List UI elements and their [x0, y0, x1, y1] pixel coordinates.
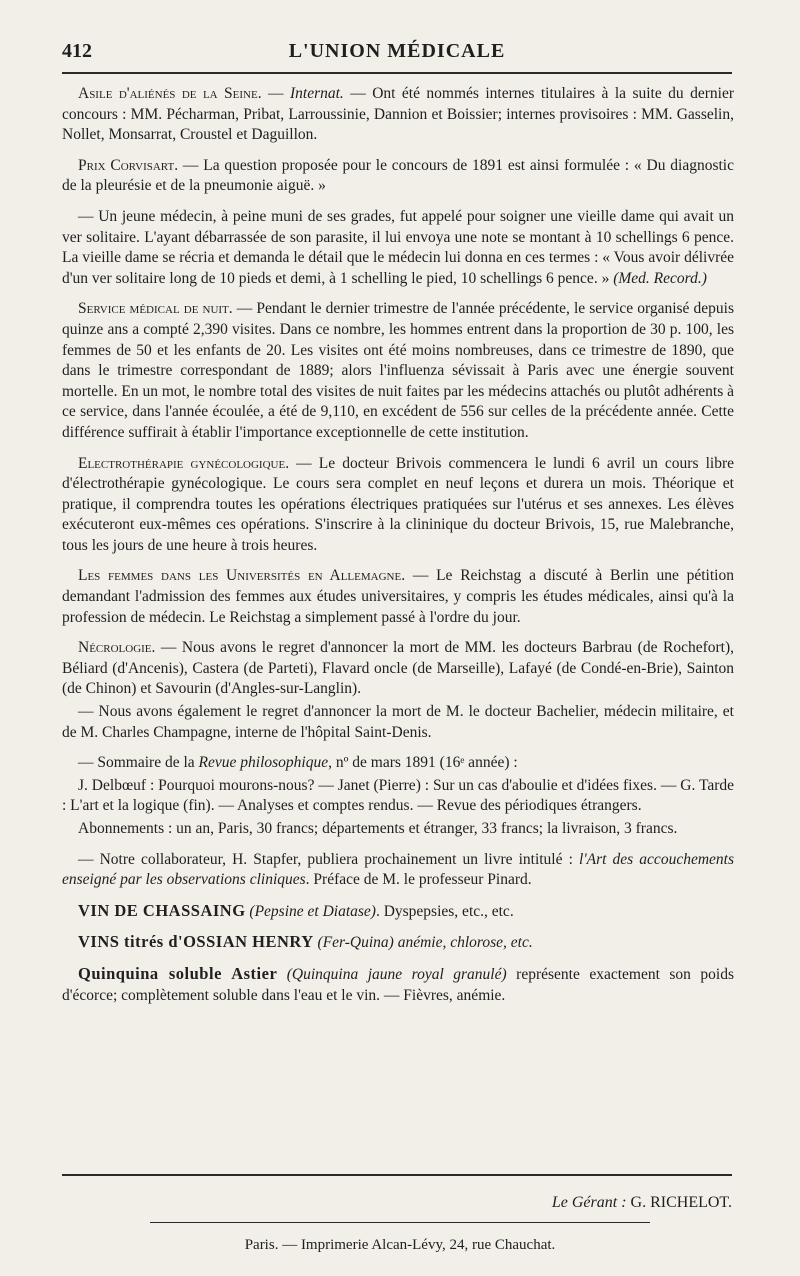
paragraph-necrologie: Nécrologie. — Nous avons le regret d'annoncer la mort de MM. les docteurs Barbrau (de Rochefort), Béliard (d'Ancenis), Castera (de Parteti), Flavard oncle (de Marseille), Lafayé (de Condé-en-Brie), Sainton (de Chinon) et Savourin (d'Angles-sur-Langlin). [62, 639, 734, 698]
paragraph-asile: Asile d'aliénés de la Seine. — Internat. — Ont été nommés internes titulaires à la suite du dernier concours : MM. Pécharman, Pribat, Larroussinie, Dannion et Boissier; internes provisoires : MM. Gasselin, Nollet, Monsarrat, Croustel et Daguillon. [62, 85, 735, 144]
ad-ossian-henry: VINS titrés d'OSSIAN HENRY (Fer-Quina) anémie, chlorose, etc. [78, 932, 533, 952]
book-title: l'Art des accouchements enseigné par les observations cliniques [62, 850, 734, 889]
section-lead: Asile d'aliénés de la Seine. [78, 85, 262, 102]
source-citation: (Med. Record.) [613, 269, 707, 287]
imprint-rule [150, 1222, 650, 1223]
paragraph-necrologie-2: — Nous avons également le regret d'annoncer la mort de M. le docteur Bachelier, médecin militaire, et de M. Charles Champagne, interne de l'hôpital Saint-Denis. [62, 703, 734, 741]
paragraph-femmes-universites: Les femmes dans les Universités en Allemagne. — Le Reichstag a discuté à Berlin une pétition demandant l'admission des femmes aux études universitaires, y compris les études médicales, ainsi qu'à la profession de médecin. Le Reichstag a simplement passé à l'ordre du jour. [62, 567, 734, 626]
section-lead: Nécrologie. [78, 639, 156, 657]
revue-subscriptions: Abonnements : un an, Paris, 30 francs; départements et étranger, 33 francs; la livraison, 3 francs. [78, 820, 678, 837]
ad-astier: Quinquina soluble Astier (Quinquina jaune royal granulé) représente exactement son poids d'écorce; complètement soluble dans l'eau et le vin. — Fièvres, anémie. [62, 963, 734, 1004]
ad-chassaing: VIN DE CHASSAING (Pepsine et Diatase). Dyspepsies, etc., etc. [78, 900, 514, 920]
revue-contents: J. Delbœuf : Pourquoi mourons-nous? — Janet (Pierre) : Sur un cas d'aboulie et d'idées fixes. — G. Tarde : L'art et la logique (fin). — Analyses et comptes rendus. — Revue des périodiques étrangers. [62, 776, 734, 815]
paragraph-prix-corvisart: Prix Corvisart. — La question proposée pour le concours de 1891 est ainsi formulée : « Du diagnostic de la pleurésie et de la pneumonie aiguë. » [62, 156, 734, 195]
gerant-signature: Le Gérant : G. RICHELOT. [551, 1194, 732, 1211]
footer-rule [62, 1174, 732, 1176]
section-lead: Electrothérapie gynécologique. [78, 454, 290, 472]
ad-brand: Quinquina soluble Astier [78, 963, 278, 983]
paragraph-service-nuit: Service médical de nuit. — Pendant le dernier trimestre de l'année précédente, le service organisé depuis quinze ans a compté 2,390 visites. Dans ce nombre, les hommes entrent dans la proportion de 30 p. 100, les femmes de 50 et les enfants de 20. Les visites ont été moins nombreuses, dans ce trimestre de 1890, que dans le trimestre correspondant de 1889; alors l'influenza sévissait à Paris avec une énergie souvent mortelle. En un mot, le nombre total des visites de nuit faites par les médecins attachés ou plutôt adhérents à ce service, dans l'année écoulée, a été de 9,110, en excédent de 556 sur celles de la précédente année. Cette différence suffirait à établir l'importance exceptionnelle de cette institution. [62, 300, 735, 441]
ad-brand: VINS titrés d'OSSIAN HENRY [78, 932, 314, 952]
advertisements [62, 901, 734, 1006]
article-body [62, 84, 734, 1016]
page-number: 412 [62, 40, 92, 62]
paragraph-stapfer: — Notre collaborateur, H. Stapfer, publiera prochainement un livre intitulé : l'Art des accouchements enseigné par les observations cliniques. Préface de M. le professeur Pinard. [62, 850, 734, 889]
revue-intro: — Sommaire de la Revue philosophique, nº de mars 1891 (16ᵉ année) : [78, 754, 518, 772]
page-header [62, 40, 732, 68]
section-lead: Service médical de nuit. [78, 300, 233, 318]
section-lead: Les femmes dans les Universités en Allemagne. [78, 567, 406, 585]
header-rule [62, 72, 732, 74]
paragraph-electrotherapie: Electrothérapie gynécologique. — Le docteur Brivois commencera le lundi 6 avril un cours libre d'électrothérapie gynécologique. Le cours sera complet en neuf leçons et durera un mois. Théorique et pratique, il comprendra toutes les opérations électriques pratiquées sur l'utérus et ses annexes. Les élèves exécuteront eux-mêmes ces opérations. S'inscrire à la clininique du docteur Brivois, 15, rue Malebranche, tous les jours de une heure à trois heures. [62, 454, 734, 554]
paragraph-ver-solitaire: — Un jeune médecin, à peine muni de ses grades, fut appelé pour soigner une vieille dame qui avait un ver solitaire. L'ayant débarrassée de son parasite, il lui envoya une note se montant à 10 schellings 6 pence. La vieille dame se récria et demanda le détail que le médecin lui donna en ces termes : « Vous avoir délivrée d'un ver solitaire long de 10 pieds et demi, à 1 schelling le pied, 10 schellings 6 pence. » (Med. Record.) [62, 207, 734, 287]
ad-brand: VIN DE CHASSAING [78, 900, 246, 920]
journal-title: L'UNION MÉDICALE [288, 40, 506, 62]
revue-title: Revue philosophique [198, 754, 329, 772]
printer-imprint: Paris. — Imprimerie Alcan-Lévy, 24, rue Chauchat. [244, 1237, 556, 1253]
section-subhead: Internat. [290, 85, 344, 102]
gerant-name: G. RICHELOT. [630, 1194, 732, 1211]
section-lead: Prix Corvisart. [78, 156, 179, 174]
